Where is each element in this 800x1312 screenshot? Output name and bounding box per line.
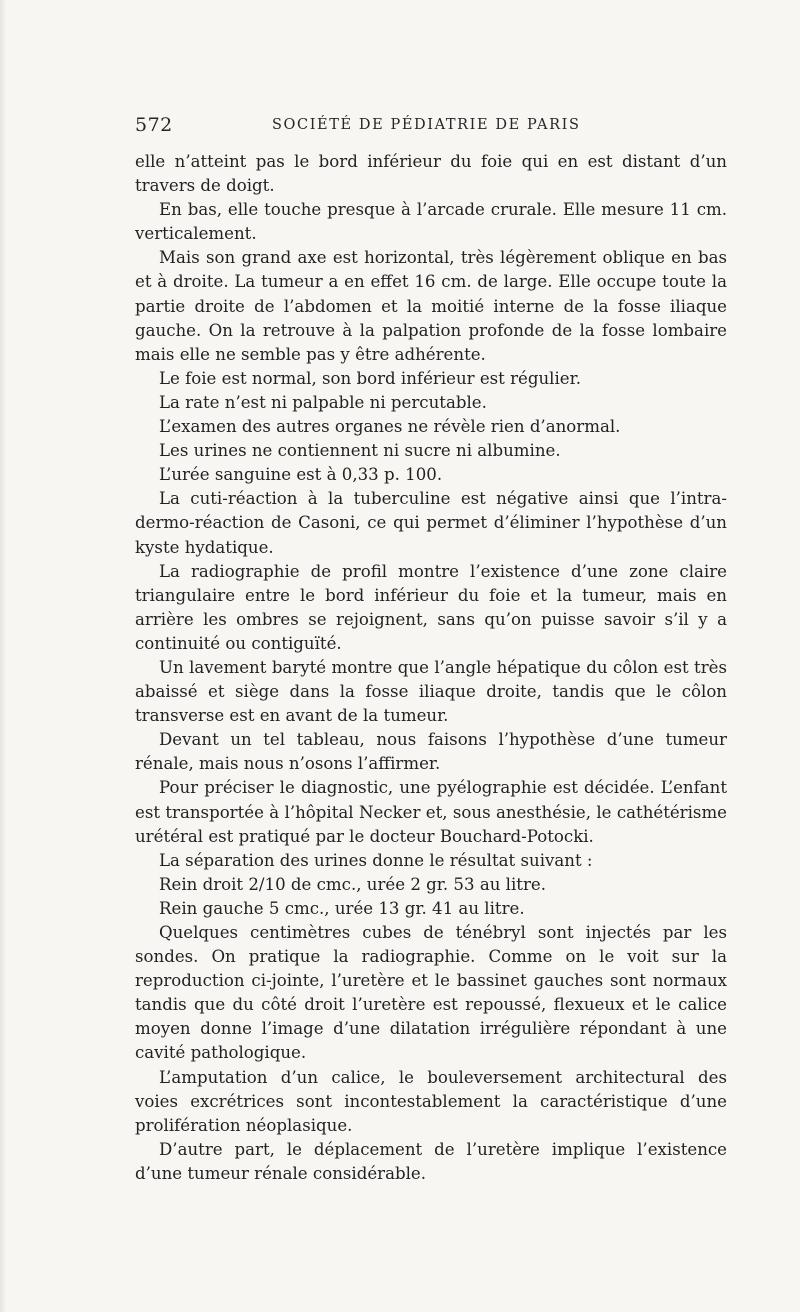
paragraph: La séparation des urines donne le résultat suivant : xyxy=(159,850,593,870)
paragraph: En bas, elle touche presque à l’arcade crurale. Elle mesure 11 cm. verticalement. xyxy=(135,200,727,244)
paragraph: La radiographie de profil montre l’existence d’une zone claire triangulaire entre le bord inférieur du foie et la tumeur, mais en arrière les ombres se rejoignent, sans qu’on puisse savoir s’il y a continuité ou contiguïté. xyxy=(135,561,727,653)
paragraph: D’autre part, le déplacement de l’uretère implique l’existence d’une tumeur rénale considérable. xyxy=(135,1139,727,1183)
paragraph: Rein droit 2/10 de cmc., urée 2 gr. 53 au litre. xyxy=(159,874,546,894)
paragraph: La rate n’est ni palpable ni percutable. xyxy=(159,392,487,412)
paragraph: Quelques centimètres cubes de ténébryl sont injectés par les sondes. On pratique la radiographie. Comme on le voit sur la reproduction ci-jointe, l’uretère et le bassinet gauches sont normaux tandis que du côté droit l’uretère est repoussé, flexueux et le calice moyen donne l’image d’une dilatation irrégulière répondant à une cavité pathologique. xyxy=(135,923,727,1063)
paragraph: Les urines ne contiennent ni sucre ni albumine. xyxy=(159,441,561,461)
page-number: 572 xyxy=(135,114,173,136)
page-edge-shadow xyxy=(0,0,6,1312)
page-header xyxy=(135,114,725,140)
paragraph: Pour préciser le diagnostic, une pyélographie est décidée. L’enfant est transportée à l’hôpital Necker et, sous anesthésie, le cathétérisme urétéral est pratiqué par le docteur Bouchard-Potocki. xyxy=(135,778,727,846)
paragraph: L’urée sanguine est à 0,33 p. 100. xyxy=(159,465,443,485)
paragraph: Le foie est normal, son bord inférieur est régulier. xyxy=(159,368,581,388)
paragraph: Devant un tel tableau, nous faisons l’hypothèse d’une tumeur rénale, mais nous n’osons l’affirmer. xyxy=(135,730,727,774)
paragraph: Mais son grand axe est horizontal, très légèrement oblique en bas et à droite. La tumeur a en effet 16 cm. de large. Elle occupe toute la partie droite de l’abdomen et la moitié interne de la fosse iliaque gauche. On la retrouve à la palpation profonde de la fosse lombaire mais elle ne semble pas y être adhérente. xyxy=(135,248,727,364)
paragraph: L’amputation d’un calice, le bouleversement architectural des voies excrétrices sont incontestablement la caractéristique d’une prolifération néoplasique. xyxy=(135,1067,727,1135)
paragraph: elle n’atteint pas le bord inférieur du foie qui en est distant d’un travers de doigt. xyxy=(135,152,727,196)
running-title: SOCIÉTÉ DE PÉDIATRIE DE PARIS xyxy=(272,117,581,133)
paragraph: La cuti-réaction à la tuberculine est négative ainsi que l’intradermo-réaction de Casoni, ce qui permet d’éliminer l’hypothèse d’un kyste hydatique. xyxy=(135,489,727,557)
paragraph: Rein gauche 5 cmc., urée 13 gr. 41 au litre. xyxy=(159,898,525,918)
paragraph: Un lavement baryté montre que l’angle hépatique du côlon est très abaissé et siège dans la fosse iliaque droite, tandis que le côlon transverse est en avant de la tumeur. xyxy=(135,657,727,726)
paragraph: L’examen des autres organes ne révèle rien d’anormal. xyxy=(159,417,621,437)
body-text xyxy=(135,150,727,1183)
